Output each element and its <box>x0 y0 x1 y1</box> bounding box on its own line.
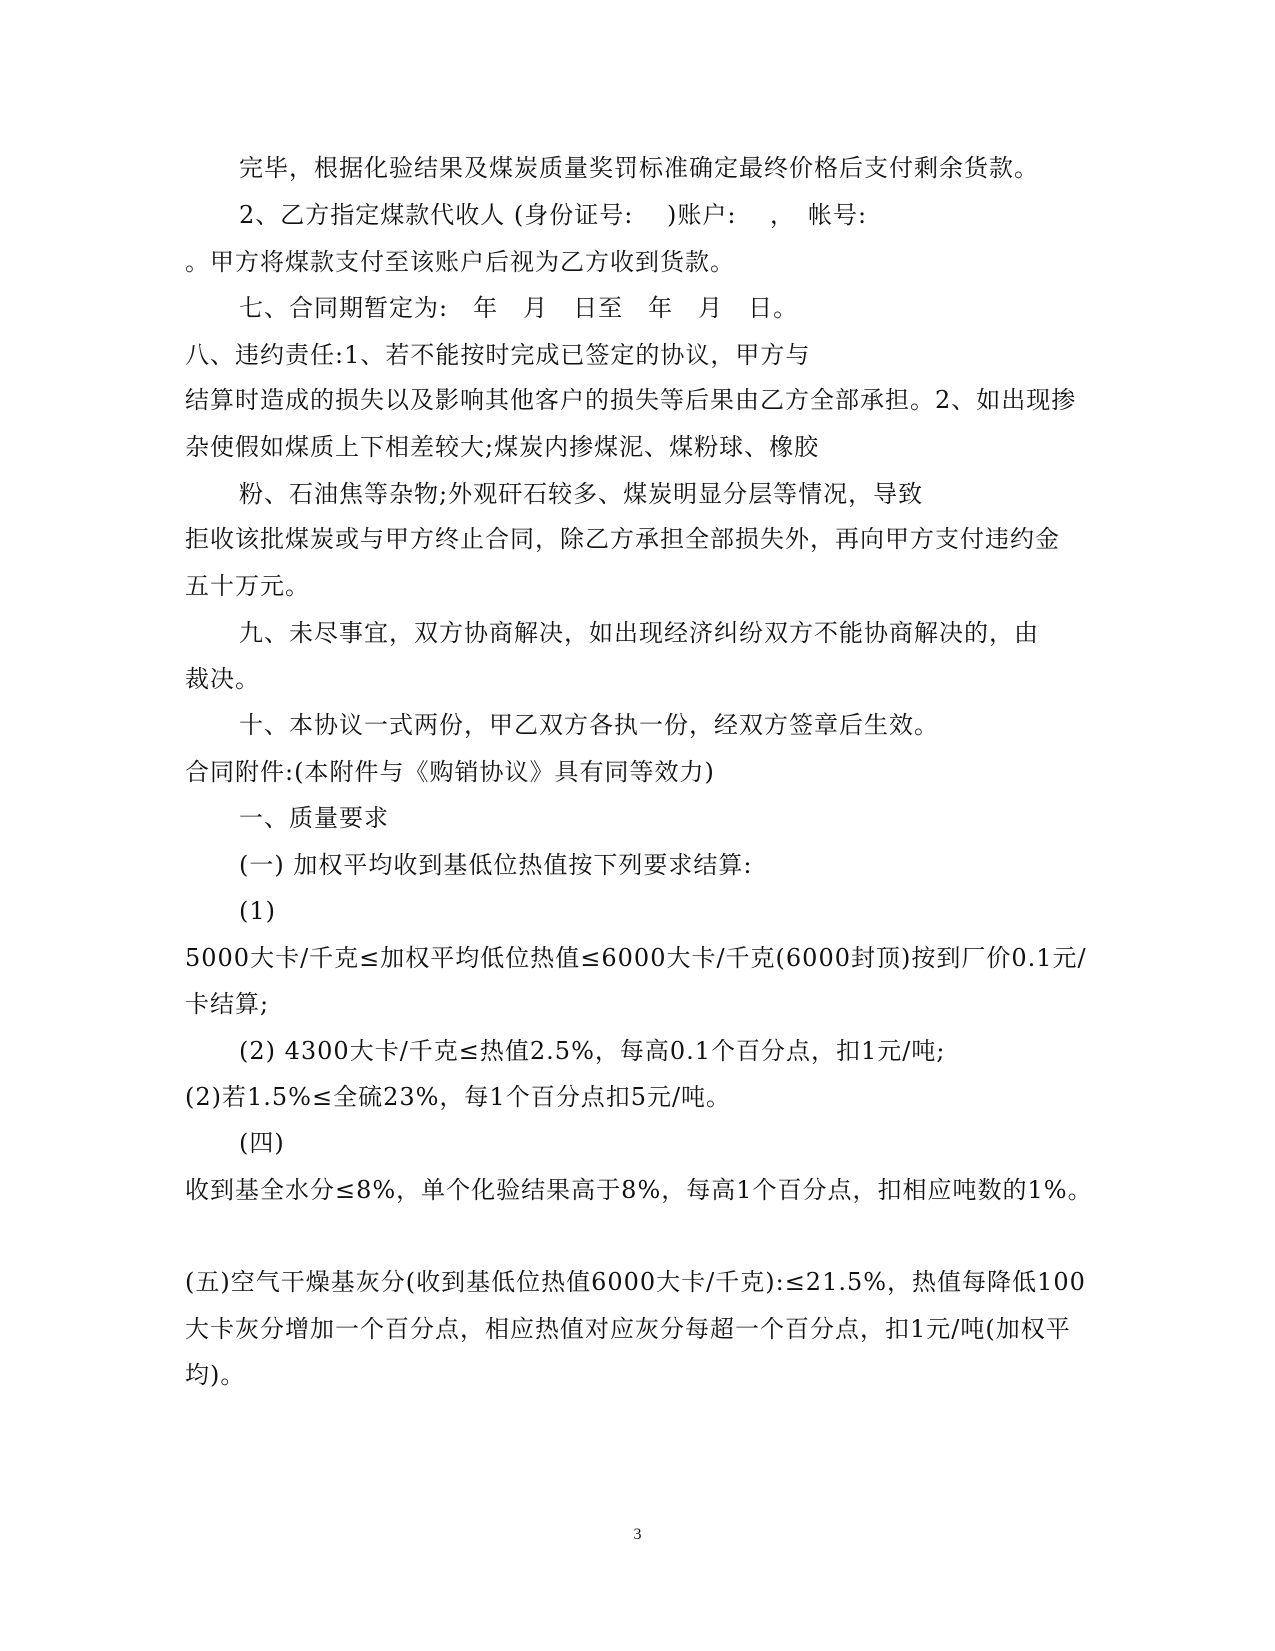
text-line-7: 杂使假如煤质上下相差较大;煤炭内掺煤泥、煤粉球、橡胶 <box>185 433 820 461</box>
text-line-14: 合同附件:(本附件与《购销协议》具有同等效力) <box>185 758 715 786</box>
text-line-11: 九、未尽事宜，双方协商解决，如出现经济纠纷双方不能协商解决的，由 <box>239 619 1039 647</box>
text-line-9: 拒收该批煤炭或与甲方终止合同，除乙方承担全部损失外，再向甲方支付违约金 <box>185 525 1060 553</box>
text-line-6: 结算时造成的损失以及影响其他客户的损失等后果由乙方全部承担。2、如出现掺 <box>185 386 1077 414</box>
text-line-4: 七、合同期暂定为: 年 月 日至 年 月 日。 <box>239 294 799 322</box>
text-line-25: 大卡灰分增加一个百分点，相应热值对应灰分每超一个百分点，扣1元/吨(加权平 <box>185 1315 1071 1343</box>
text-line-2: 2、乙方指定煤款代收人 (身份证号: )账户: ， 帐号: <box>239 201 868 229</box>
text-line-20: (2) 4300大卡/千克≤热值2.5%，每高0.1个百分点，扣1元/吨; <box>239 1037 946 1065</box>
text-line-17: (1) <box>239 897 276 925</box>
text-line-8: 粉、石油焦等杂物;外观矸石较多、煤炭明显分层等情况，导致 <box>239 480 924 508</box>
text-line-15: 一、质量要求 <box>239 804 389 832</box>
text-line-1: 完毕，根据化验结果及煤炭质量奖罚标准确定最终价格后支付剩余货款。 <box>239 154 1039 182</box>
text-line-19: 卡结算; <box>185 990 270 1018</box>
text-line-10: 五十万元。 <box>185 572 310 600</box>
text-line-18: 5000大卡/千克≤加权平均低位热值≤6000大卡/千克(6000封顶)按到厂价0.1元/ <box>185 944 1087 972</box>
text-line-21: (2)若1.5%≤全硫23%，每1个百分点扣5元/吨。 <box>185 1083 732 1111</box>
text-line-16: (一) 加权平均收到基低位热值按下列要求结算: <box>239 851 753 879</box>
text-line-5: 八、违约责任:1、若不能按时完成已签定的协议，甲方与 <box>185 341 811 369</box>
text-line-26: 均)。 <box>185 1361 246 1389</box>
text-line-13: 十、本协议一式两份，甲乙双方各执一份，经双方签章后生效。 <box>239 711 939 739</box>
text-line-3: 。甲方将煤款支付至该账户后视为乙方收到货款。 <box>185 248 735 276</box>
page-number: 3 <box>633 1526 642 1543</box>
text-line-24: (五)空气干燥基灰分(收到基低位热值6000大卡/千克):≤21.5%，热值每降低100 <box>185 1268 1086 1296</box>
text-line-12: 裁决。 <box>185 665 260 693</box>
text-line-22: (四) <box>239 1129 285 1157</box>
text-line-23: 收到基全水分≤8%，单个化验结果高于8%，每高1个百分点，扣相应吨数的1%。 <box>185 1176 1093 1204</box>
